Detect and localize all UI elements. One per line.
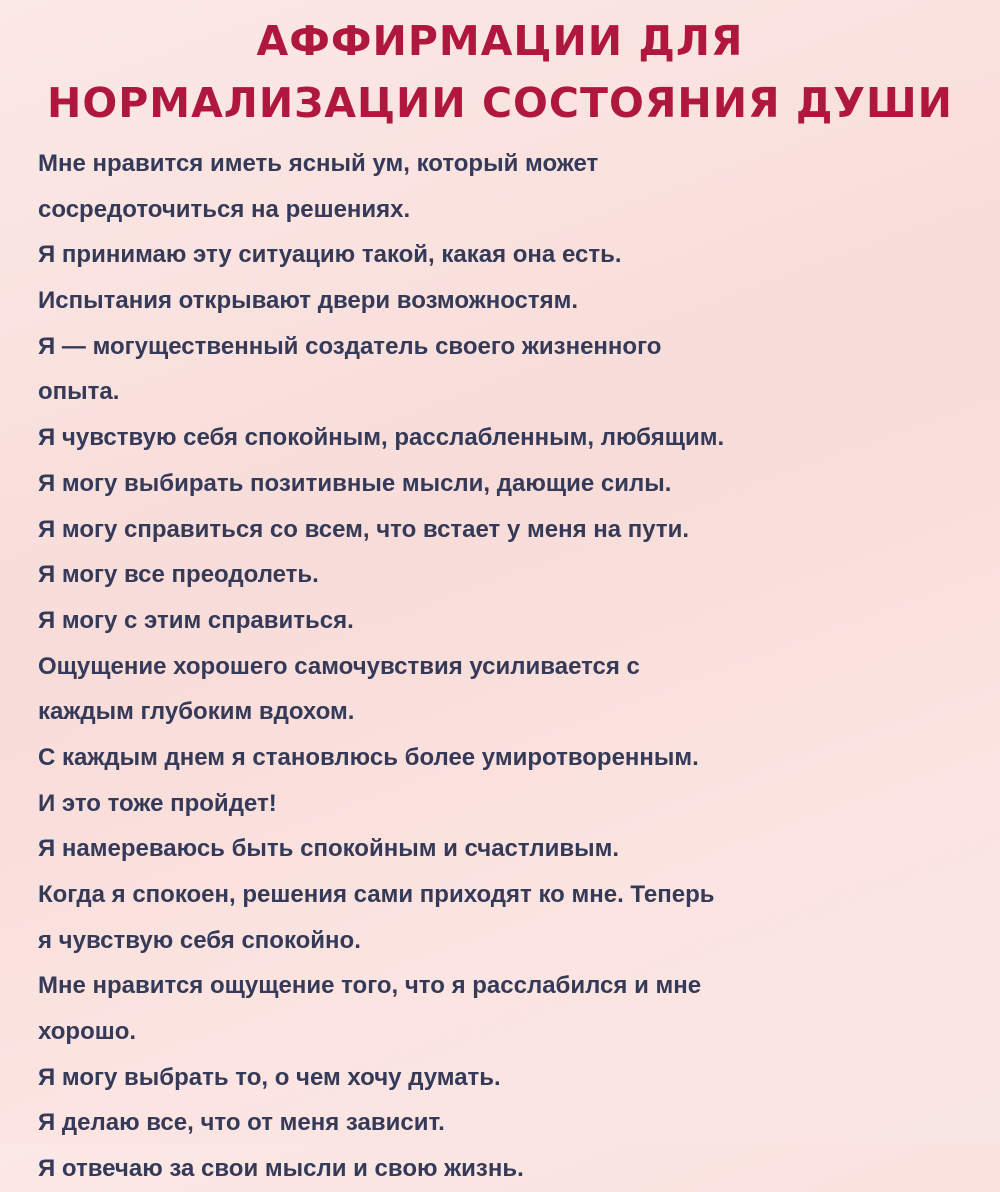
text-line: Когда я спокоен, решения сами приходят ко мне. Теперь: [38, 881, 715, 908]
text-line: Испытания открывают двери возможностям.: [38, 287, 579, 315]
text-line: Мне нравится иметь ясный ум, который может: [38, 150, 599, 177]
text-line: сосредоточиться на решениях.: [38, 195, 411, 223]
text-line: Я отвечаю за свои мысли и свою жизнь.: [38, 1155, 524, 1183]
text-line: опыта.: [38, 378, 120, 406]
title-line-2: НОРМАЛИЗАЦИИ СОСТОЯНИЯ ДУШИ: [47, 79, 953, 127]
page-title: [0, 10, 1000, 134]
text-line: Ощущение хорошего самочувствия усиливается с: [38, 652, 640, 680]
text-line: я чувствую себя спокойно.: [38, 926, 361, 954]
text-line: С каждым днем я становлюсь более умиротворенным.: [38, 743, 699, 771]
text-line: Я могу с этим справиться.: [38, 606, 354, 634]
text-line: Я чувствую себя спокойным, расслабленным, любящим.: [38, 424, 725, 452]
text-line: Я принимаю эту ситуацию такой, какая она есть.: [38, 241, 622, 269]
text-line: Я могу все преодолеть.: [38, 561, 319, 589]
text-line: каждым глубоким вдохом.: [38, 698, 355, 726]
text-line: Я намереваюсь быть спокойным и счастливым.: [38, 835, 620, 863]
text-line: Я могу выбирать позитивные мысли, дающие силы.: [38, 469, 672, 497]
title-line-1: АФФИРМАЦИИ ДЛЯ: [256, 17, 744, 65]
text-line: Я могу выбрать то, о чем хочу думать.: [38, 1063, 501, 1091]
text-line: И это тоже пройдет!: [38, 789, 277, 817]
text-line: хорошо.: [38, 1018, 137, 1046]
affirmations-list: [38, 141, 978, 1192]
text-line: Я могу справиться со всем, что встает у меня на пути.: [38, 515, 690, 543]
text-line: Я — могущественный создатель своего жизненного: [38, 332, 662, 360]
text-line: Я делаю все, что от меня зависит.: [38, 1109, 445, 1137]
text-line: Мне нравится ощущение того, что я расслабился и мне: [38, 972, 702, 1000]
